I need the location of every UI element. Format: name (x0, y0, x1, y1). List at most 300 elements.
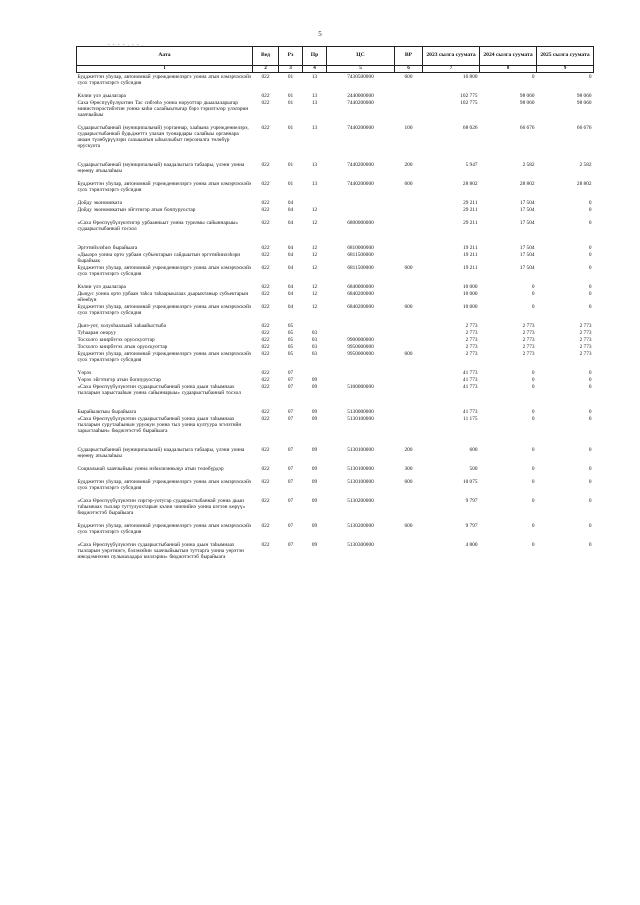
row-2023: 2 773 (465, 323, 478, 329)
row-2024: 17 504 (519, 207, 535, 213)
row-ved: 022 (261, 93, 270, 99)
row-cs: 6811500000 (347, 265, 374, 271)
row-cs: 7440200000 (347, 125, 374, 131)
row-ved: 022 (261, 542, 270, 548)
row-2025: 98 060 (576, 93, 592, 99)
row-vr: 100 (404, 125, 413, 131)
row-name: Будджеттэн уһулар, автономнай учреждениелэргэ уонна атын кэмэрчэскэйэ суох тэрилтэлэргэ субсидия (77, 74, 252, 86)
row-2025: 0 (588, 284, 592, 290)
row-vr (395, 343, 423, 350)
row-cs: 9950000000 (347, 351, 374, 357)
row-rz: 01 (287, 162, 294, 168)
row-pr: 09 (311, 447, 318, 453)
row-2025: 2 773 (579, 337, 592, 343)
table-row (77, 92, 594, 99)
row-cs (327, 322, 395, 329)
row-ved: 022 (261, 523, 270, 529)
row-2024: 0 (531, 74, 535, 80)
row-2023: 10 000 (462, 304, 478, 310)
row-2023: 102 775 (460, 100, 478, 106)
index-cell: 3 (279, 66, 303, 73)
row-2023: 11 175 (463, 416, 478, 422)
row-vr (395, 290, 423, 303)
row-name: Дьиэ-уот, холуоһаалыай хаһаайыстыба (77, 323, 166, 329)
row-name: Будджеттэн уһулар, автономнай учреждениелэргэ уонна атын кэмэрчэскэйэ суох тэрилтэлэргэ субсидия (77, 351, 252, 363)
row-pr: 09 (311, 523, 318, 529)
row-2025: 0 (588, 252, 592, 258)
row-vr (395, 541, 423, 572)
row-2024: 2 773 (522, 337, 535, 343)
table-row (77, 343, 594, 350)
row-2025: 2 773 (579, 323, 592, 329)
row-pr: 12 (311, 245, 318, 251)
table-row (77, 244, 594, 251)
table-row (77, 161, 594, 180)
row-2023: 29 211 (463, 220, 478, 226)
row-cs: 6811500000 (347, 252, 374, 258)
row-name: Бырайыактыы бырайыага (77, 409, 137, 415)
table-row (77, 383, 594, 408)
row-2024: 0 (531, 447, 535, 453)
row-2024: 0 (531, 498, 535, 504)
row-vr (395, 383, 423, 408)
row-2025: 0 (588, 200, 592, 206)
row-vr: 600 (404, 523, 413, 529)
row-vr (395, 206, 423, 219)
row-cs: 6840200000 (347, 291, 374, 297)
row-2025: 0 (588, 523, 592, 529)
page-number: 5 (318, 30, 322, 38)
row-2025: 0 (588, 479, 592, 485)
row-vr (395, 415, 423, 446)
row-ved: 022 (261, 479, 270, 485)
row-cs: 6840000000 (347, 284, 374, 290)
row-2023: 600 (469, 447, 478, 453)
row-2024: 66 676 (519, 125, 535, 131)
row-ved: 022 (261, 100, 270, 106)
table-row (77, 465, 594, 478)
row-2025: 0 (588, 220, 592, 226)
row-2023: 10 000 (462, 291, 478, 297)
row-2025: 2 773 (579, 344, 592, 350)
row-cs: 5130100000 (347, 416, 374, 422)
row-2023: 2 773 (465, 330, 478, 336)
table-row (77, 303, 594, 322)
row-pr: 09 (311, 384, 318, 390)
row-name: Кэлии үлэ дьылагара (77, 284, 126, 290)
row-2025: 98 060 (576, 100, 592, 106)
row-name: Эргэтийэлэһиэ бырайыага (77, 245, 138, 251)
row-rz: 05 (287, 344, 294, 350)
row-rz: 01 (287, 125, 294, 131)
index-cell: 2 (253, 66, 279, 73)
row-ved: 022 (261, 466, 270, 472)
row-2023: 41 773 (462, 384, 478, 390)
row-2024: 0 (531, 409, 535, 415)
header-2025: 2025 сылга суумата (537, 47, 594, 66)
row-rz: 05 (287, 337, 294, 343)
row-ved: 022 (261, 447, 270, 453)
row-rz: 07 (287, 523, 294, 529)
row-vr: 600 (404, 351, 413, 357)
row-pr: 09 (311, 466, 318, 472)
row-ved: 022 (261, 409, 270, 415)
scan-mark: - - - - . - - . (108, 43, 145, 48)
row-pr: 13 (311, 125, 318, 131)
row-2025: 2 773 (579, 330, 592, 336)
row-ved: 022 (261, 323, 270, 329)
row-cs: 7430500000 (347, 74, 374, 80)
row-name: «Саха Өрөспүүбүлүкэтигэр урбаанньыт уонна туризмы сайыннарыы» судаарыстыбаннай тосхол (77, 220, 239, 232)
header-vr: ВР (395, 47, 423, 66)
row-2024: 0 (531, 304, 535, 310)
row-vr: 600 (404, 265, 413, 271)
row-pr (303, 322, 327, 329)
row-vr (395, 199, 423, 206)
row-vr (395, 219, 423, 244)
row-rz: 07 (287, 370, 294, 376)
table-row (77, 180, 594, 199)
row-vr (395, 283, 423, 290)
row-2024: 0 (531, 370, 535, 376)
row-2024: 2 773 (522, 323, 535, 329)
row-pr: 09 (311, 416, 318, 422)
row-2024: 2 773 (522, 351, 535, 357)
row-vr: 300 (404, 466, 413, 472)
row-name: Будджеттэн уһулар, автономнай учреждениелэргэ уонна атын кэмэрчэскэйэ суох тэрилтэлэргэ субсидия (77, 181, 252, 193)
row-2023: 16 800 (462, 74, 478, 80)
row-2024: 28 802 (519, 181, 535, 187)
row-cs (327, 329, 395, 336)
row-2023: 2 773 (465, 351, 478, 357)
row-2023: 4 800 (465, 542, 478, 548)
row-2024: 98 060 (519, 100, 535, 106)
row-cs: 7440200000 (347, 162, 374, 168)
row-name: «Саха Өрөспүүбүлүкэтин судаарыстыбаннай уонна дьын таһымнаах тылларын харыстааһын уонна сайыннарыы» судаарыстыбаннай тосхол (77, 384, 241, 396)
row-2023: 19 211 (463, 265, 478, 271)
row-name: Будджеттэн уһулар, автономнай учреждениелэргэ уонна атын кэмэрчэскэйэ суох тэрилтэлэргэ субсидия (77, 304, 252, 316)
row-name: Үөрэх эйгэтигэр атын боппуруостар (77, 377, 161, 383)
row-2025: 0 (588, 377, 592, 383)
table-row (77, 322, 594, 329)
row-ved: 022 (261, 291, 270, 297)
table-row (77, 541, 594, 572)
row-pr: 12 (311, 265, 318, 271)
row-vr (395, 408, 423, 415)
row-ved: 022 (261, 370, 270, 376)
row-2025: 0 (588, 207, 592, 213)
row-2023: 41 773 (462, 409, 478, 415)
row-rz: 05 (287, 323, 294, 329)
table-row (77, 73, 594, 93)
table-index-row (77, 66, 594, 73)
row-name: Кэлии үлэ дьылагара (77, 93, 126, 99)
row-ved: 022 (261, 284, 270, 290)
row-rz: 07 (287, 498, 294, 504)
row-cs: 7440200000 (347, 181, 374, 187)
row-2025: 0 (588, 416, 592, 422)
row-pr: 12 (311, 252, 318, 258)
row-rz: 07 (287, 409, 294, 415)
row-pr: 09 (311, 542, 318, 548)
row-2024: 98 060 (519, 93, 535, 99)
row-pr: 13 (311, 181, 318, 187)
row-pr: 09 (311, 498, 318, 504)
row-2025: 66 676 (576, 125, 592, 131)
row-2024: 0 (531, 384, 535, 390)
row-rz: 07 (287, 542, 294, 548)
row-pr (303, 369, 327, 376)
row-rz: 07 (287, 384, 294, 390)
row-vr: 600 (404, 181, 413, 187)
row-ved: 022 (261, 344, 270, 350)
row-cs: 5130100000 (347, 479, 374, 485)
row-ved: 022 (261, 498, 270, 504)
row-rz: 04 (287, 220, 294, 226)
row-2025: 2 582 (579, 162, 592, 168)
row-2025: 0 (588, 291, 592, 297)
table-row (77, 478, 594, 497)
row-name: Будджеттэн уһулар, автономнай учреждениелэргэ уонна атын кэмэрчэскэйэ суох тэрилтэлэргэ субсидия (77, 523, 252, 535)
row-ved: 022 (261, 351, 270, 357)
row-vr (395, 251, 423, 264)
index-cell: 9 (537, 66, 594, 73)
row-pr: 13 (311, 100, 318, 106)
row-ved: 022 (261, 200, 270, 206)
row-rz: 01 (287, 181, 294, 187)
row-2024: 0 (531, 416, 535, 422)
row-cs: 5130200000 (347, 523, 374, 529)
row-2024: 0 (531, 542, 535, 548)
row-2023: 5 947 (465, 162, 478, 168)
row-vr (395, 336, 423, 343)
row-pr: 03 (311, 344, 318, 350)
row-cs: 5130000000 (347, 409, 374, 415)
row-name: Судаарыстыбаннай (муниципальнай) наадалыгыга табаары, үлэни уонна өңөөңү атыылаһыы (77, 162, 245, 174)
row-name: Туһааран оноруу (77, 330, 117, 336)
row-vr (395, 369, 423, 376)
row-2023: 2 773 (465, 337, 478, 343)
row-name: «Саха Өрөспүүбүлүкэтин сиргэр-уотугар судаарыстыбаннай уонна дьын таһымнаах тыллар туттулуохтарын кэлии чинчийиэ уонна кэтээн көрүү» бюджэтэстэб бырайыага (77, 498, 246, 516)
row-ved: 022 (261, 416, 270, 422)
table-row (77, 99, 594, 124)
row-name: Дойду экономиката (77, 200, 122, 206)
row-vr: 200 (404, 447, 413, 453)
table-row (77, 350, 594, 369)
table-row (77, 264, 594, 283)
row-ved: 022 (261, 330, 270, 336)
row-2025: 0 (588, 370, 592, 376)
index-cell: 1 (77, 66, 253, 73)
row-ved: 022 (261, 74, 270, 80)
row-cs (327, 369, 395, 376)
header-2024: 2024 сылга суумата (480, 47, 537, 66)
row-pr (303, 199, 327, 206)
row-name: «Саха Өрөспүүбүлүкэтин судаарыстыбаннай уонна дьын таһымнаах тылларын сурутааһынын уруокун уонна тыл уонна култуура эгэлэтийн харыстааһын» бюджэтэстэб бырайыага (77, 416, 242, 434)
row-cs: 5130200000 (347, 498, 374, 504)
row-rz: 07 (287, 416, 294, 422)
row-rz: 01 (287, 93, 294, 99)
row-2023: 29 211 (463, 200, 478, 206)
row-vr (395, 92, 423, 99)
table-row (77, 522, 594, 541)
row-rz: 05 (287, 330, 294, 336)
row-pr: 12 (311, 220, 318, 226)
header-rz: Рз (279, 47, 303, 66)
header-ved: Вед (253, 47, 279, 66)
row-2023: 19 211 (463, 252, 478, 258)
table-row (77, 408, 594, 415)
table-row (77, 290, 594, 303)
row-ved: 022 (261, 252, 270, 258)
table-row (77, 206, 594, 219)
row-cs: 6810000000 (347, 245, 374, 251)
row-vr (395, 99, 423, 124)
table-row (77, 219, 594, 244)
row-cs: 5130100000 (347, 447, 374, 453)
row-2025: 0 (588, 466, 592, 472)
row-name: Дойду экономикатын эйгэтигэр атын боппуруостар (77, 207, 196, 213)
row-2024: 0 (531, 291, 535, 297)
row-name: Будджеттэн уһулар, автономнай учреждениелэргэ уонна атын кэмэрчэскэйэ суох тэрилтэлэргэ субсидия (77, 479, 252, 491)
row-2023: 68 026 (462, 125, 478, 131)
index-cell: 7 (423, 66, 480, 73)
row-2024: 17 504 (519, 252, 535, 258)
row-pr: 12 (311, 284, 318, 290)
row-name: Тосхолго киирбэтэх атын оруоскуоттар (77, 344, 168, 350)
row-pr: 09 (311, 377, 318, 383)
row-ved: 022 (261, 265, 270, 271)
row-cs: 5130100000 (347, 466, 374, 472)
row-rz: 04 (287, 304, 294, 310)
row-rz: 01 (287, 74, 294, 80)
row-name: Социальнай хааччыйыы уонна нэһилиэнньэҕэ атын төлөбүрдэр (77, 466, 224, 472)
row-2025: 0 (588, 384, 592, 390)
row-2023: 29 211 (463, 207, 478, 213)
row-cs (327, 206, 395, 219)
row-2024: 17 504 (519, 265, 535, 271)
row-2025: 0 (588, 409, 592, 415)
table-row (77, 376, 594, 383)
row-name: Дьоҕус уонна орто урбаан таһса таһаарыылаах дьарыктаныр субъектарын өйөөһүн (77, 291, 249, 303)
row-2023: 9 797 (465, 498, 478, 504)
row-2024: 2 773 (522, 330, 535, 336)
row-ved: 022 (261, 181, 270, 187)
row-vr: 600 (404, 74, 413, 80)
table-row (77, 497, 594, 522)
header-2023: 2023 сылга суумата (423, 47, 480, 66)
row-cs: 5100000000 (347, 384, 374, 390)
table-row (77, 283, 594, 290)
row-rz: 04 (287, 284, 294, 290)
table-row (77, 415, 594, 446)
row-ved: 022 (261, 220, 270, 226)
table-body (77, 73, 594, 573)
row-2025: 0 (588, 498, 592, 504)
row-cs: 7440200000 (347, 100, 374, 106)
row-vr (395, 322, 423, 329)
row-2024: 17 504 (519, 245, 535, 251)
row-pr: 03 (311, 351, 318, 357)
row-2024: 0 (531, 523, 535, 529)
row-vr: 600 (404, 304, 413, 310)
row-2023: 41 773 (462, 377, 478, 383)
header-pr: Пр (303, 47, 327, 66)
table-row (77, 369, 594, 376)
row-pr: 13 (311, 162, 318, 168)
row-pr: 13 (311, 74, 318, 80)
row-rz: 04 (287, 200, 294, 206)
index-cell: 8 (480, 66, 537, 73)
row-vr (395, 329, 423, 336)
table-row (77, 446, 594, 465)
row-2023: 19 211 (463, 245, 478, 251)
row-2025: 28 802 (576, 181, 592, 187)
row-2024: 0 (531, 377, 535, 383)
table-row (77, 251, 594, 264)
row-2024: 17 504 (519, 200, 535, 206)
row-ved: 022 (261, 162, 270, 168)
row-cs: 9900000000 (347, 337, 374, 343)
table-row (77, 336, 594, 343)
row-2023: 41 773 (462, 370, 478, 376)
row-cs: 5130300000 (347, 542, 374, 548)
row-rz: 01 (287, 100, 294, 106)
row-2023: 2 773 (465, 344, 478, 350)
table-row (77, 329, 594, 336)
row-pr: 12 (311, 304, 318, 310)
row-2023: 10 000 (462, 284, 478, 290)
row-name: «Саха Өрөспүүбүлүкэтин судаарыстыбаннай уонна дьын таһымнаах тылларын уөрэтиигэ, бэлэмэйин хааччыйыытын туттарга уонна уөрэтэн инкэдэмнээни пульмахадара киллэрии» бюджэтэстэб бырайыага (77, 542, 244, 560)
row-rz: 04 (287, 265, 294, 271)
row-rz: 04 (287, 245, 294, 251)
row-cs: 2440000000 (347, 93, 374, 99)
row-name: Судаарыстыбаннай (муниципальнай) уорганнар, хааһына учреждениелэрэ, судаарыстыбаннай будьджеттэ улахан туонардары салайыы органнара анаан түлөбүрүүлэри салыыатын ыһыллыбыт персоналга төлөбүр орускуота (77, 125, 249, 149)
row-2025: 0 (588, 542, 592, 548)
row-2023: 500 (469, 466, 478, 472)
row-2024: 0 (531, 466, 535, 472)
row-2025: 0 (588, 304, 592, 310)
row-ved: 022 (261, 245, 270, 251)
row-vr (395, 244, 423, 251)
row-pr: 03 (311, 337, 318, 343)
budget-table (76, 46, 594, 572)
index-cell: 6 (395, 66, 423, 73)
row-cs: 6840200000 (347, 304, 374, 310)
row-pr: 09 (311, 479, 318, 485)
row-name: Будджеттэн уһулар, автономнай учреждениелэргэ уонна атын кэмэрчэскэйэ суох тэрилтэлэргэ субсидия (77, 265, 252, 277)
row-cs (327, 199, 395, 206)
row-vr (395, 376, 423, 383)
row-name: Саха Өрөспүүбүлүкэтин Тас сибээһэ уонна норуоттар дьыалаларыгар министиэрэстибэтин уонна киһи салайыытыгар бэрэ тэрилтэлэр үлэлэрин хааччыйыы (77, 100, 249, 118)
row-ved: 022 (261, 377, 270, 383)
row-cs: 6800000000 (347, 220, 374, 226)
row-name: Үөрэх (77, 370, 92, 376)
table-header-row (77, 47, 594, 66)
row-rz: 07 (287, 479, 294, 485)
row-2023: 28 802 (462, 181, 478, 187)
header-cs: ЦС (327, 47, 395, 66)
row-ved: 022 (261, 384, 270, 390)
row-2025: 0 (588, 245, 592, 251)
row-2024: 2 773 (522, 344, 535, 350)
row-ved: 022 (261, 125, 270, 131)
row-name: «Дьыэрэ уонна орто урбаан субъектарын сайдыытын эргэтийиилэһэри бырайыак (77, 252, 241, 264)
row-2024: 0 (531, 479, 535, 485)
table-row (77, 199, 594, 206)
row-ved: 022 (261, 207, 270, 213)
index-cell: 5 (327, 66, 395, 73)
